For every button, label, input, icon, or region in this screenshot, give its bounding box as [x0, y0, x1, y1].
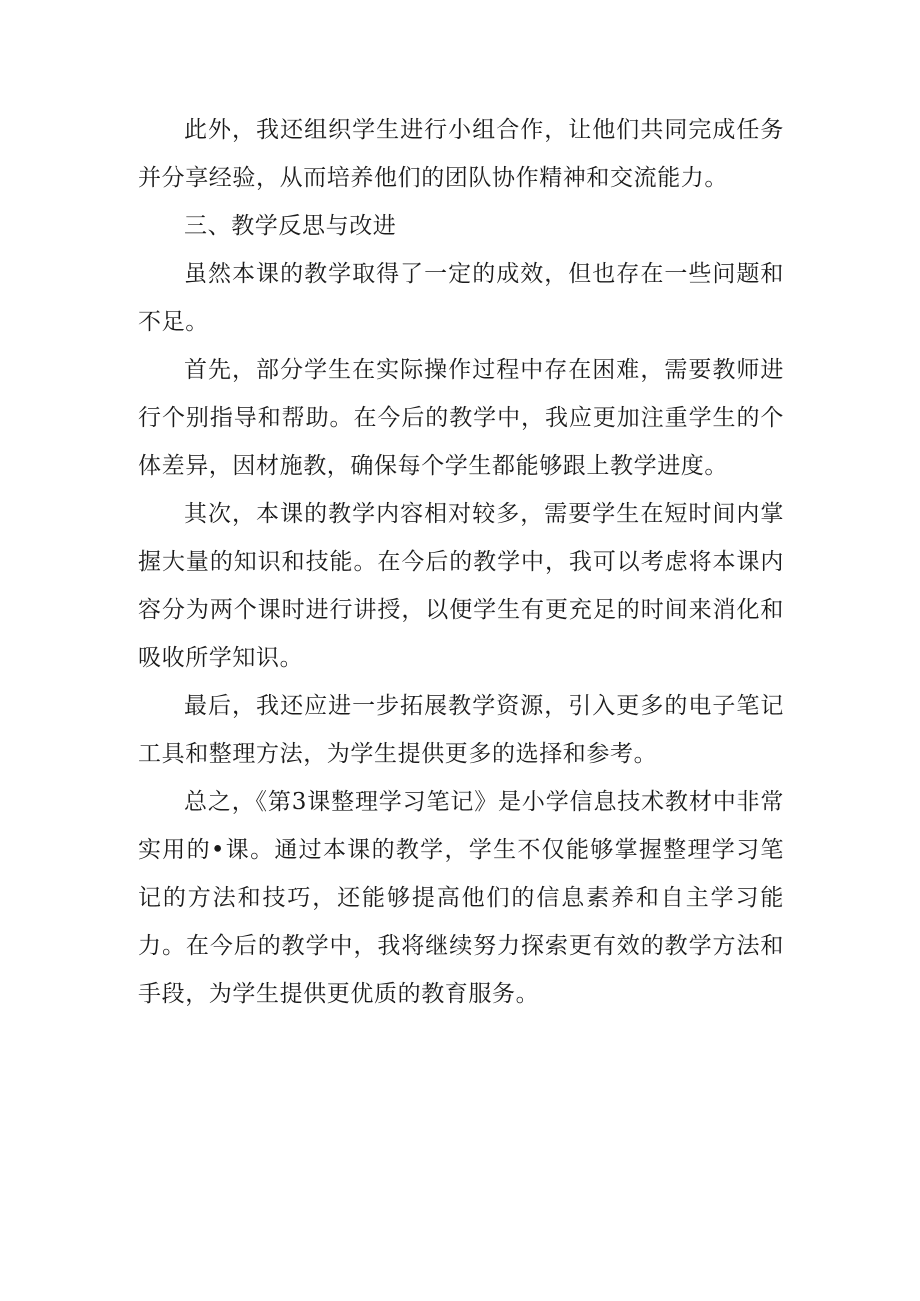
document-body — [138, 106, 784, 1018]
paragraph-second: 其次，本课的教学内容相对较多，需要学生在短时间内掌握大量的知识和技能。在今后的教学中，我可以考虑将本课内容分为两个课时进行讲授，以便学生有更充足的时间来消化和吸收所学知识。 — [138, 501, 784, 671]
section-heading-reflection: 三、教学反思与改进 — [184, 213, 397, 239]
paragraph-first: 首先，部分学生在实际操作过程中存在困难，需要教师进行个别指导和帮助。在今后的教学中，我应更加注重学生的个体差异，因材施教，确保每个学生都能够跟上教学进度。 — [138, 357, 784, 479]
paragraph-last: 最后，我还应进一步拓展教学资源，引入更多的电子笔记工具和整理方法，为学生提供更多的选择和参考。 — [138, 693, 784, 767]
paragraph-teamwork: 此外，我还组织学生进行小组合作，让他们共同完成任务并分享经验，从而培养他们的团队协作精神和交流能力。 — [138, 117, 784, 191]
paragraph-shortcomings: 虽然本课的教学取得了一定的成效，但也存在一些问题和不足。 — [138, 261, 784, 335]
paragraph-conclusion: 总之，《第3课整理学习笔记》是小学信息技术教材中非常实用的•课。通过本课的教学，学生不仅能够掌握整理学习笔记的方法和技巧，还能够提高他们的信息素养和自主学习能力。在今后的教学中，我将继续努力探索更有效的教学方法和手段，为学生提供更优质的教育服务。 — [138, 789, 784, 1007]
